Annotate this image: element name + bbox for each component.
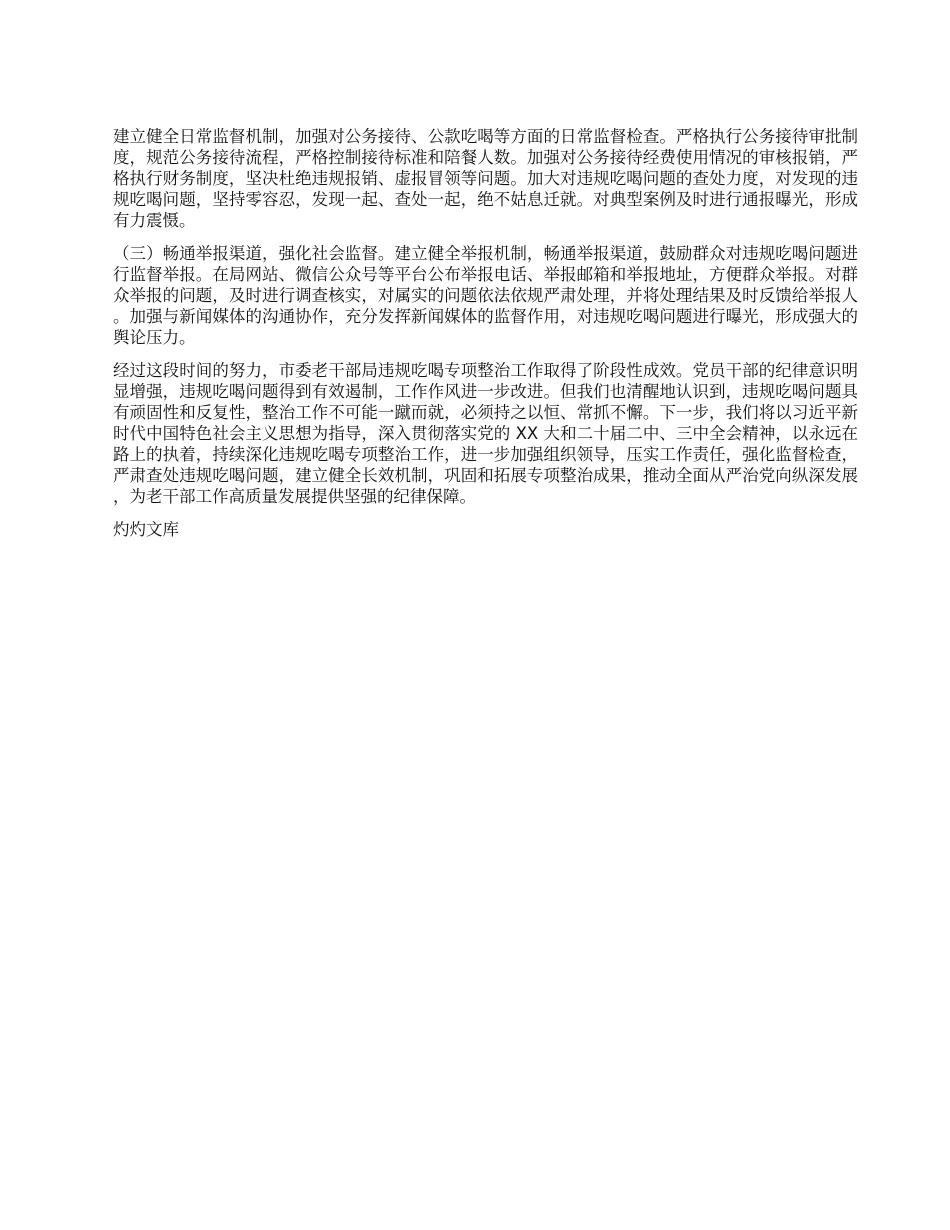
paragraph-summary: 经过这段时间的努力，市委老干部局违规吃喝专项整治工作取得了阶段性成效。党员干部的纪律意识明显增强，违规吃喝问题得到有效遏制，工作作风进一步改进。但我们也清醒地认识到，违规吃喝问题具有顽固性和反复性，整治工作不可能一蹴而就，必须持之以恒、常抓不懈。下一步，我们将以习近平新时代中国特色社会主义思想为指导，深入贯彻落实党的 XX 大和二十届二中、三中全会精神，以永远在路上的执着，持续深化违规吃喝专项整治工作，进一步加强组织领导，压实工作责任，强化监督检查，严肃查处违规吃喝问题，建立健全长效机制，巩固和拓展专项整治成果，推动全面从严治党向纵深发展，为老干部工作高质量发展提供坚强的纪律保障。	[113, 361, 858, 506]
paragraph-reporting-channels: （三）畅通举报渠道，强化社会监督。建立健全举报机制，畅通举报渠道，鼓励群众对违规吃喝问题进行监督举报。在局网站、微信公众号等平台公布举报电话、举报邮箱和举报地址，方便群众举报。对群众举报的问题，及时进行调查核实，对属实的问题依法依规严肃处理，并将处理结果及时反馈给举报人。加强与新闻媒体的沟通协作，充分发挥新闻媒体的监督作用，对违规吃喝问题进行曝光，形成强大的舆论压力。	[113, 244, 858, 347]
footer-source: 灼灼文库	[113, 520, 179, 539]
document-body	[113, 126, 858, 552]
paragraph-supervision-mechanism: 建立健全日常监督机制，加强对公务接待、公款吃喝等方面的日常监督检查。严格执行公务接待审批制度，规范公务接待流程，严格控制接待标准和陪餐人数。加强对公务接待经费使用情况的审核报销，严格执行财务制度，坚决杜绝违规报销、虚报冒领等问题。加大对违规吃喝问题的查处力度，对发现的违规吃喝问题，坚持零容忍，发现一起、查处一起，绝不姑息迁就。对典型案例及时进行通报曝光，形成有力震慑。	[113, 127, 858, 230]
